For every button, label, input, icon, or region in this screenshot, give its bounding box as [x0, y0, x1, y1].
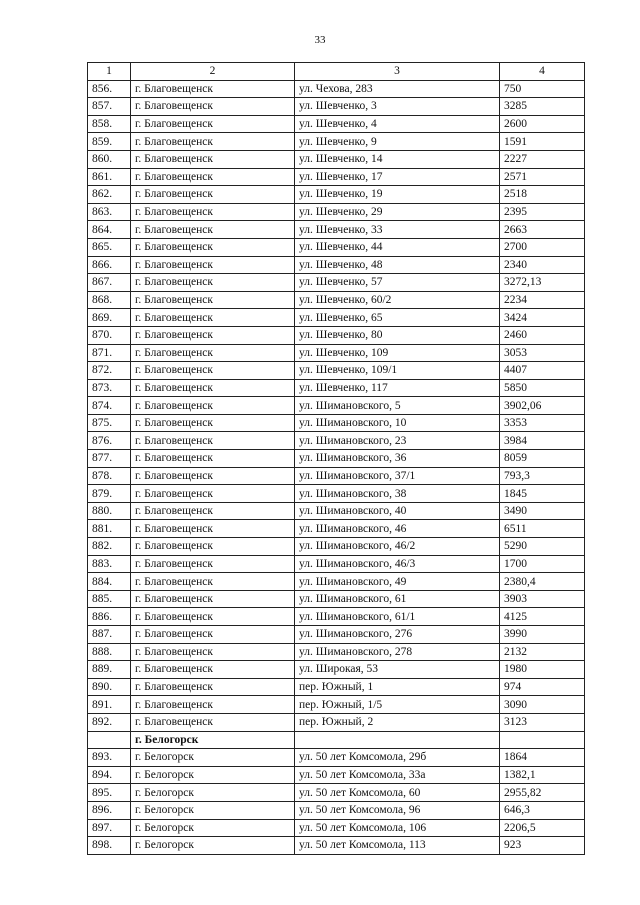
address-cell: ул. Шевченко, 17	[295, 168, 500, 186]
table-row	[88, 661, 585, 679]
city-cell: г. Благовещенск	[131, 432, 295, 450]
row-number: 860.	[88, 150, 131, 168]
row-number: 870.	[88, 326, 131, 344]
table-row	[88, 467, 585, 485]
row-number: 856.	[88, 80, 131, 98]
value-cell: 4407	[500, 362, 585, 380]
city-cell: г. Благовещенск	[131, 203, 295, 221]
value-cell: 3984	[500, 432, 585, 450]
address-cell: ул. Шевченко, 57	[295, 274, 500, 292]
row-number: 893.	[88, 749, 131, 767]
table-row	[88, 450, 585, 468]
table-row	[88, 784, 585, 802]
value-cell: 2227	[500, 150, 585, 168]
value-cell: 3424	[500, 309, 585, 327]
value-cell: 6511	[500, 520, 585, 538]
row-number: 858.	[88, 115, 131, 133]
row-number: 895.	[88, 784, 131, 802]
address-cell: ул. 50 лет Комсомола, 106	[295, 819, 500, 837]
table-row	[88, 819, 585, 837]
address-cell	[295, 731, 500, 749]
table-row	[88, 749, 585, 767]
value-cell: 2460	[500, 326, 585, 344]
value-cell: 1591	[500, 133, 585, 151]
table-row	[88, 801, 585, 819]
column-header-3: 3	[295, 63, 500, 81]
row-number: 862.	[88, 186, 131, 204]
value-cell: 1382,1	[500, 766, 585, 784]
value-cell: 3090	[500, 696, 585, 714]
value-cell: 3285	[500, 98, 585, 116]
address-cell: ул. Чехова, 283	[295, 80, 500, 98]
city-cell: г. Благовещенск	[131, 309, 295, 327]
row-number: 879.	[88, 485, 131, 503]
city-cell: г. Благовещенск	[131, 133, 295, 151]
column-header-2: 2	[131, 63, 295, 81]
row-number: 881.	[88, 520, 131, 538]
address-cell: ул. Шевченко, 9	[295, 133, 500, 151]
value-cell: 3053	[500, 344, 585, 362]
address-cell: ул. Шимановского, 46/2	[295, 538, 500, 556]
city-cell: г. Благовещенск	[131, 626, 295, 644]
value-cell: 4125	[500, 608, 585, 626]
city-cell: г. Благовещенск	[131, 414, 295, 432]
city-cell: г. Благовещенск	[131, 115, 295, 133]
table-row	[88, 326, 585, 344]
city-cell: г. Белогорск	[131, 749, 295, 767]
address-cell: ул. Шимановского, 10	[295, 414, 500, 432]
value-cell: 1700	[500, 555, 585, 573]
city-cell: г. Благовещенск	[131, 590, 295, 608]
table-row	[88, 678, 585, 696]
row-number: 871.	[88, 344, 131, 362]
city-cell: г. Благовещенск	[131, 661, 295, 679]
row-number: 884.	[88, 573, 131, 591]
city-cell: г. Благовещенск	[131, 678, 295, 696]
address-cell: ул. Шевченко, 14	[295, 150, 500, 168]
city-cell: г. Благовещенск	[131, 538, 295, 556]
row-number: 878.	[88, 467, 131, 485]
row-number: 883.	[88, 555, 131, 573]
table-row	[88, 221, 585, 239]
value-cell: 1864	[500, 749, 585, 767]
address-cell: ул. Шимановского, 40	[295, 502, 500, 520]
address-cell: ул. Шевченко, 3	[295, 98, 500, 116]
value-cell: 5850	[500, 379, 585, 397]
row-number: 857.	[88, 98, 131, 116]
value-cell: 3990	[500, 626, 585, 644]
value-cell: 8059	[500, 450, 585, 468]
address-table	[87, 62, 585, 855]
row-number: 867.	[88, 274, 131, 292]
address-cell: ул. Широкая, 53	[295, 661, 500, 679]
value-cell: 1980	[500, 661, 585, 679]
table-row	[88, 502, 585, 520]
row-number: 863.	[88, 203, 131, 221]
city-cell: г. Благовещенск	[131, 150, 295, 168]
row-number: 873.	[88, 379, 131, 397]
table-row	[88, 414, 585, 432]
city-cell: г. Благовещенск	[131, 397, 295, 415]
address-cell: ул. Шимановского, 46/3	[295, 555, 500, 573]
row-number: 898.	[88, 837, 131, 855]
table-row	[88, 766, 585, 784]
city-cell: г. Благовещенск	[131, 608, 295, 626]
table-row	[88, 274, 585, 292]
address-cell: ул. Шимановского, 49	[295, 573, 500, 591]
city-cell: г. Благовещенск	[131, 98, 295, 116]
address-cell: ул. Шимановского, 37/1	[295, 467, 500, 485]
city-cell: г. Белогорск	[131, 801, 295, 819]
page-number: 33	[314, 34, 326, 46]
address-cell: ул. Шевченко, 109	[295, 344, 500, 362]
city-cell: г. Благовещенск	[131, 362, 295, 380]
table-row	[88, 713, 585, 731]
city-cell: г. Благовещенск	[131, 450, 295, 468]
table-row	[88, 309, 585, 327]
value-cell: 2132	[500, 643, 585, 661]
row-number: 866.	[88, 256, 131, 274]
address-cell: пер. Южный, 1	[295, 678, 500, 696]
value-cell: 923	[500, 837, 585, 855]
table-row	[88, 555, 585, 573]
city-cell: г. Благовещенск	[131, 274, 295, 292]
table-row	[88, 379, 585, 397]
table-row	[88, 397, 585, 415]
city-cell: г. Благовещенск	[131, 713, 295, 731]
city-cell: г. Благовещенск	[131, 238, 295, 256]
row-number	[88, 731, 131, 749]
row-number: 889.	[88, 661, 131, 679]
address-cell: ул. Шевченко, 109/1	[295, 362, 500, 380]
address-cell: ул. 50 лет Комсомола, 96	[295, 801, 500, 819]
value-cell: 3353	[500, 414, 585, 432]
value-cell: 2663	[500, 221, 585, 239]
city-cell: г. Благовещенск	[131, 379, 295, 397]
row-number: 859.	[88, 133, 131, 151]
section-row	[88, 731, 585, 749]
address-cell: ул. 50 лет Комсомола, 60	[295, 784, 500, 802]
row-number: 874.	[88, 397, 131, 415]
address-cell: ул. 50 лет Комсомола, 113	[295, 837, 500, 855]
row-number: 882.	[88, 538, 131, 556]
city-cell: г. Белогорск	[131, 784, 295, 802]
value-cell: 793,3	[500, 467, 585, 485]
address-cell: ул. Шевченко, 117	[295, 379, 500, 397]
city-cell: г. Благовещенск	[131, 502, 295, 520]
table-row	[88, 485, 585, 503]
address-cell: ул. Шевченко, 48	[295, 256, 500, 274]
city-cell: г. Благовещенск	[131, 326, 295, 344]
value-cell: 3123	[500, 713, 585, 731]
address-cell: ул. Шимановского, 36	[295, 450, 500, 468]
table-row	[88, 590, 585, 608]
row-number: 872.	[88, 362, 131, 380]
city-cell: г. Благовещенск	[131, 221, 295, 239]
value-cell: 5290	[500, 538, 585, 556]
table-row	[88, 520, 585, 538]
table-row	[88, 186, 585, 204]
city-cell: г. Благовещенск	[131, 256, 295, 274]
table-row	[88, 150, 585, 168]
value-cell	[500, 731, 585, 749]
table-row	[88, 256, 585, 274]
value-cell: 1845	[500, 485, 585, 503]
address-cell: ул. Шевченко, 80	[295, 326, 500, 344]
row-number: 875.	[88, 414, 131, 432]
value-cell: 2571	[500, 168, 585, 186]
address-cell: ул. Шевченко, 65	[295, 309, 500, 327]
row-number: 880.	[88, 502, 131, 520]
city-cell: г. Белогорск	[131, 819, 295, 837]
table-row	[88, 538, 585, 556]
address-cell: ул. Шевченко, 60/2	[295, 291, 500, 309]
table-row	[88, 238, 585, 256]
table-header-row	[88, 63, 585, 81]
column-header-1: 1	[88, 63, 131, 81]
row-number: 877.	[88, 450, 131, 468]
city-cell: г. Благовещенск	[131, 485, 295, 503]
value-cell: 2206,5	[500, 819, 585, 837]
value-cell: 2380,4	[500, 573, 585, 591]
row-number: 894.	[88, 766, 131, 784]
table-row	[88, 696, 585, 714]
address-cell: ул. Шевченко, 4	[295, 115, 500, 133]
city-cell: г. Благовещенск	[131, 186, 295, 204]
value-cell: 2700	[500, 238, 585, 256]
value-cell: 750	[500, 80, 585, 98]
table-row	[88, 432, 585, 450]
table-row	[88, 837, 585, 855]
value-cell: 646,3	[500, 801, 585, 819]
address-cell: пер. Южный, 2	[295, 713, 500, 731]
city-cell: г. Белогорск	[131, 837, 295, 855]
address-cell: пер. Южный, 1/5	[295, 696, 500, 714]
address-cell: ул. Шимановского, 278	[295, 643, 500, 661]
value-cell: 3490	[500, 502, 585, 520]
table-row	[88, 291, 585, 309]
table-row	[88, 608, 585, 626]
row-number: 876.	[88, 432, 131, 450]
table-row	[88, 115, 585, 133]
city-cell: г. Благовещенск	[131, 520, 295, 538]
table-row	[88, 626, 585, 644]
row-number: 886.	[88, 608, 131, 626]
table-row	[88, 344, 585, 362]
table-row	[88, 168, 585, 186]
city-cell: г. Благовещенск	[131, 467, 295, 485]
row-number: 892.	[88, 713, 131, 731]
address-cell: ул. Шимановского, 276	[295, 626, 500, 644]
table-body	[88, 80, 585, 854]
value-cell: 2340	[500, 256, 585, 274]
row-number: 887.	[88, 626, 131, 644]
address-cell: ул. Шевченко, 33	[295, 221, 500, 239]
row-number: 861.	[88, 168, 131, 186]
address-cell: ул. Шевченко, 44	[295, 238, 500, 256]
table-row	[88, 203, 585, 221]
city-cell: г. Благовещенск	[131, 696, 295, 714]
row-number: 896.	[88, 801, 131, 819]
table-row	[88, 80, 585, 98]
row-number: 865.	[88, 238, 131, 256]
value-cell: 2395	[500, 203, 585, 221]
row-number: 864.	[88, 221, 131, 239]
value-cell: 3902,06	[500, 397, 585, 415]
section-heading: г. Белогорск	[131, 731, 295, 749]
column-header-4: 4	[500, 63, 585, 81]
city-cell: г. Благовещенск	[131, 291, 295, 309]
row-number: 891.	[88, 696, 131, 714]
city-cell: г. Благовещенск	[131, 573, 295, 591]
row-number: 869.	[88, 309, 131, 327]
city-cell: г. Благовещенск	[131, 168, 295, 186]
address-cell: ул. Шевченко, 19	[295, 186, 500, 204]
row-number: 885.	[88, 590, 131, 608]
city-cell: г. Благовещенск	[131, 555, 295, 573]
city-cell: г. Благовещенск	[131, 344, 295, 362]
address-cell: ул. Шимановского, 38	[295, 485, 500, 503]
table-row	[88, 573, 585, 591]
table-row	[88, 133, 585, 151]
row-number: 868.	[88, 291, 131, 309]
value-cell: 3272,13	[500, 274, 585, 292]
row-number: 890.	[88, 678, 131, 696]
row-number: 888.	[88, 643, 131, 661]
city-cell: г. Белогорск	[131, 766, 295, 784]
address-cell: ул. Шимановского, 23	[295, 432, 500, 450]
address-cell: ул. 50 лет Комсомола, 33а	[295, 766, 500, 784]
value-cell: 3903	[500, 590, 585, 608]
value-cell: 2518	[500, 186, 585, 204]
value-cell: 974	[500, 678, 585, 696]
address-cell: ул. 50 лет Комсомола, 29б	[295, 749, 500, 767]
address-cell: ул. Шимановского, 46	[295, 520, 500, 538]
value-cell: 2600	[500, 115, 585, 133]
value-cell: 2955,82	[500, 784, 585, 802]
address-cell: ул. Шимановского, 5	[295, 397, 500, 415]
table-row	[88, 362, 585, 380]
table-row	[88, 643, 585, 661]
row-number: 897.	[88, 819, 131, 837]
address-cell: ул. Шевченко, 29	[295, 203, 500, 221]
address-cell: ул. Шимановского, 61/1	[295, 608, 500, 626]
table-row	[88, 98, 585, 116]
city-cell: г. Благовещенск	[131, 643, 295, 661]
address-cell: ул. Шимановского, 61	[295, 590, 500, 608]
value-cell: 2234	[500, 291, 585, 309]
city-cell: г. Благовещенск	[131, 80, 295, 98]
